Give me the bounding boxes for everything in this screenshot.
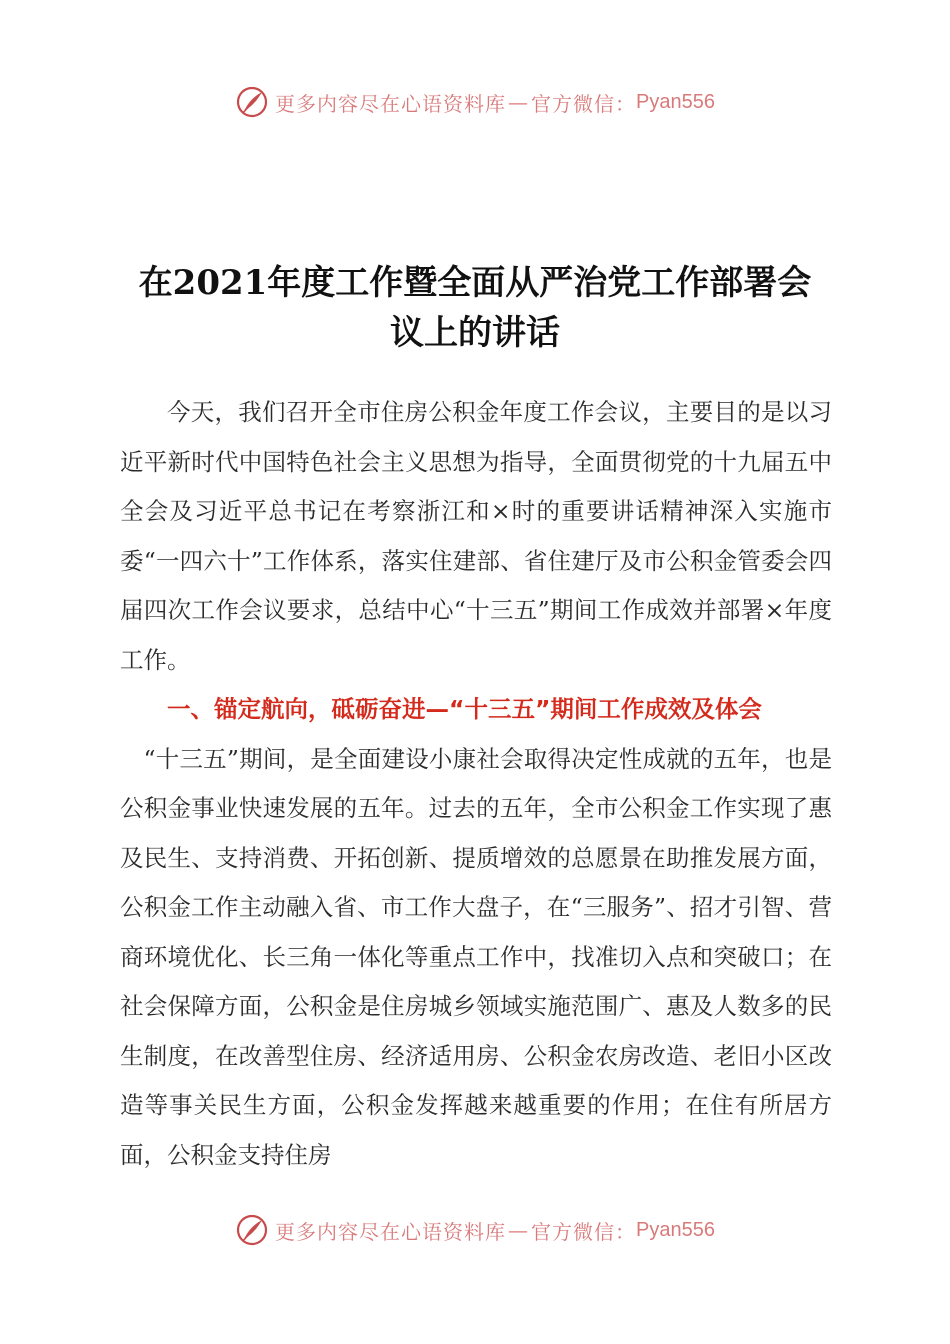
quill-logo-icon: [235, 85, 269, 119]
paragraph-section-1: “十三五”期间，是全面建设小康社会取得决定性成就的五年，也是公积金事业快速发展的五年。过去的五年，全市公积金工作实现了惠及民生、支持消费、开拓创新、提质增效的总愿景在助推发展方面，公积金工作主动融入省、市工作大盘子，在“三服务”、招才引智、营商环境优化、长三角一体化等重点工作中，找准切入点和突破口；在社会保障方面，公积金是住房城乡领域实施范围广、惠及人数多的民生制度，在改善型住房、经济适用房、公积金农房改造、老旧小区改造等事关民生方面，公积金发挥越来越重要的作用；在住有所居方面，公积金支持住房: [120, 744, 832, 1169]
watermark-header: [0, 82, 950, 122]
paragraph-intro: 今天，我们召开全市住房公积金年度工作会议，主要目的是以习近平新时代中国特色社会主义思想为指导，全面贯彻党的十九届五中全会及习近平总书记在考察浙江和×时的重要讲话精神深入实施市委“一四六十”工作体系，落实住建部、省住建厅及市公积金管委会四届四次工作会议要求，总结中心“十三五”期间工作成效并部署×年度工作。: [120, 398, 832, 674]
watermark-separator: —: [508, 1218, 530, 1242]
section-heading-1: 一、锚定航向，砥砺奋进—“十三五”期间工作成效及体会: [167, 695, 762, 723]
watermark-label: 官方微信：: [531, 91, 637, 116]
document-title: [100, 258, 850, 358]
quill-logo-icon: [235, 1213, 269, 1247]
title-line-1: 在2021年度工作暨全面从严治党工作部署会: [138, 263, 812, 303]
watermark-brand: 更多内容尽在心语资料库: [275, 91, 507, 116]
watermark-separator: —: [508, 90, 530, 114]
document-body: [120, 388, 832, 1180]
watermark-footer: [0, 1210, 950, 1250]
watermark-wechat-id: Pyan556: [636, 1218, 715, 1241]
watermark-label: 官方微信：: [531, 1219, 637, 1244]
watermark-brand: 更多内容尽在心语资料库: [275, 1219, 507, 1244]
watermark-wechat-id: Pyan556: [636, 90, 715, 113]
title-line-2: 议上的讲话: [390, 313, 560, 353]
